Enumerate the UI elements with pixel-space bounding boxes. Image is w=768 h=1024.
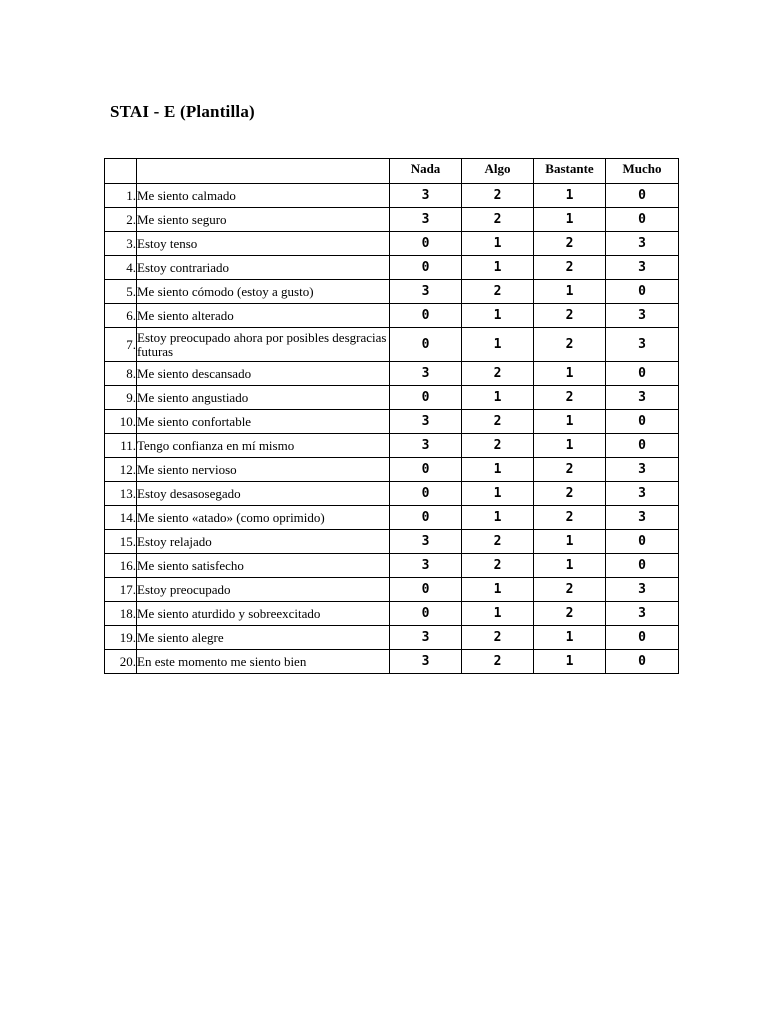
table-row	[105, 530, 679, 554]
score-nada: 3	[390, 554, 462, 578]
score-mucho: 0	[606, 280, 679, 304]
score-nada: 0	[390, 328, 462, 362]
row-number: 19.	[105, 626, 137, 650]
score-algo: 2	[462, 280, 534, 304]
score-nada: 3	[390, 362, 462, 386]
score-mucho: 0	[606, 208, 679, 232]
document-title: STAI - E (Plantilla)	[110, 102, 255, 121]
score-mucho: 3	[606, 386, 679, 410]
score-nada: 0	[390, 256, 462, 280]
score-algo: 2	[462, 554, 534, 578]
score-bastante: 2	[534, 256, 606, 280]
table-row	[105, 410, 679, 434]
score-algo: 2	[462, 362, 534, 386]
score-nada: 3	[390, 280, 462, 304]
row-number: 7.	[105, 328, 137, 362]
header-mucho: Mucho	[606, 159, 679, 184]
score-mucho: 3	[606, 328, 679, 362]
score-nada: 0	[390, 304, 462, 328]
table-row	[105, 434, 679, 458]
score-algo: 2	[462, 650, 534, 674]
score-mucho: 3	[606, 482, 679, 506]
row-number: 13.	[105, 482, 137, 506]
score-nada: 0	[390, 482, 462, 506]
score-bastante: 1	[534, 650, 606, 674]
score-bastante: 2	[534, 232, 606, 256]
score-mucho: 0	[606, 410, 679, 434]
row-item: Me siento cómodo (estoy a gusto)	[137, 280, 390, 304]
table-row	[105, 208, 679, 232]
score-mucho: 3	[606, 232, 679, 256]
header-item	[137, 159, 390, 184]
score-algo: 1	[462, 304, 534, 328]
table-row	[105, 184, 679, 208]
table-row	[105, 506, 679, 530]
score-algo: 1	[462, 482, 534, 506]
score-nada: 0	[390, 232, 462, 256]
score-nada: 0	[390, 602, 462, 626]
row-item: Tengo confianza en mí mismo	[137, 434, 390, 458]
score-mucho: 3	[606, 304, 679, 328]
score-nada: 0	[390, 458, 462, 482]
score-algo: 1	[462, 458, 534, 482]
row-item: Me siento descansado	[137, 362, 390, 386]
row-number: 9.	[105, 386, 137, 410]
table-row	[105, 650, 679, 674]
table-row	[105, 458, 679, 482]
row-number: 3.	[105, 232, 137, 256]
score-bastante: 2	[534, 602, 606, 626]
row-number: 4.	[105, 256, 137, 280]
score-mucho: 0	[606, 530, 679, 554]
score-algo: 2	[462, 434, 534, 458]
score-bastante: 1	[534, 208, 606, 232]
score-algo: 1	[462, 256, 534, 280]
row-item: Me siento calmado	[137, 184, 390, 208]
header-nada: Nada	[390, 159, 462, 184]
row-number: 2.	[105, 208, 137, 232]
row-number: 8.	[105, 362, 137, 386]
row-number: 1.	[105, 184, 137, 208]
score-mucho: 0	[606, 650, 679, 674]
score-algo: 2	[462, 626, 534, 650]
score-nada: 0	[390, 506, 462, 530]
row-item: Me siento seguro	[137, 208, 390, 232]
score-bastante: 2	[534, 506, 606, 530]
row-item: Estoy tenso	[137, 232, 390, 256]
score-nada: 3	[390, 434, 462, 458]
score-algo: 2	[462, 410, 534, 434]
table-row	[105, 386, 679, 410]
row-item: Estoy preocupado	[137, 578, 390, 602]
score-algo: 2	[462, 208, 534, 232]
row-item: Estoy contrariado	[137, 256, 390, 280]
score-nada: 3	[390, 410, 462, 434]
score-mucho: 3	[606, 506, 679, 530]
table-row	[105, 554, 679, 578]
score-nada: 3	[390, 530, 462, 554]
row-item: Me siento alterado	[137, 304, 390, 328]
row-item: Me siento «atado» (como oprimido)	[137, 506, 390, 530]
table-row	[105, 578, 679, 602]
score-nada: 3	[390, 626, 462, 650]
table-row	[105, 602, 679, 626]
row-number: 20.	[105, 650, 137, 674]
row-number: 5.	[105, 280, 137, 304]
score-bastante: 1	[534, 530, 606, 554]
table-row	[105, 256, 679, 280]
score-bastante: 1	[534, 280, 606, 304]
row-item: Estoy desasosegado	[137, 482, 390, 506]
score-mucho: 3	[606, 256, 679, 280]
score-nada: 3	[390, 184, 462, 208]
row-number: 12.	[105, 458, 137, 482]
header-bastante: Bastante	[534, 159, 606, 184]
score-bastante: 2	[534, 386, 606, 410]
row-number: 6.	[105, 304, 137, 328]
score-algo: 2	[462, 184, 534, 208]
score-nada: 3	[390, 208, 462, 232]
score-mucho: 0	[606, 434, 679, 458]
score-bastante: 1	[534, 434, 606, 458]
score-mucho: 3	[606, 458, 679, 482]
row-item: En este momento me siento bien	[137, 650, 390, 674]
score-algo: 1	[462, 328, 534, 362]
score-nada: 0	[390, 386, 462, 410]
score-bastante: 1	[534, 362, 606, 386]
table-row	[105, 482, 679, 506]
header-algo: Algo	[462, 159, 534, 184]
row-item: Me siento satisfecho	[137, 554, 390, 578]
row-item: Estoy relajado	[137, 530, 390, 554]
score-bastante: 1	[534, 410, 606, 434]
score-bastante: 1	[534, 184, 606, 208]
score-bastante: 2	[534, 458, 606, 482]
table-row	[105, 304, 679, 328]
score-mucho: 3	[606, 602, 679, 626]
score-algo: 1	[462, 386, 534, 410]
row-number: 14.	[105, 506, 137, 530]
row-number: 16.	[105, 554, 137, 578]
score-mucho: 0	[606, 184, 679, 208]
score-bastante: 1	[534, 626, 606, 650]
row-number: 15.	[105, 530, 137, 554]
score-mucho: 0	[606, 362, 679, 386]
score-bastante: 2	[534, 578, 606, 602]
row-item: Me siento aturdido y sobreexcitado	[137, 602, 390, 626]
row-number: 10.	[105, 410, 137, 434]
score-algo: 1	[462, 232, 534, 256]
score-bastante: 2	[534, 328, 606, 362]
table-row	[105, 232, 679, 256]
table-row	[105, 626, 679, 650]
row-number: 11.	[105, 434, 137, 458]
table-row	[105, 280, 679, 304]
header-number	[105, 159, 137, 184]
score-bastante: 2	[534, 304, 606, 328]
score-nada: 3	[390, 650, 462, 674]
table-row	[105, 362, 679, 386]
score-algo: 1	[462, 506, 534, 530]
score-algo: 1	[462, 578, 534, 602]
score-nada: 0	[390, 578, 462, 602]
row-item: Me siento angustiado	[137, 386, 390, 410]
stai-score-table	[104, 158, 679, 674]
score-mucho: 3	[606, 578, 679, 602]
row-number: 17.	[105, 578, 137, 602]
row-item: Me siento nervioso	[137, 458, 390, 482]
table-header-row	[105, 159, 679, 184]
row-item: Estoy preocupado ahora por posibles desgracias futuras	[137, 328, 390, 362]
score-mucho: 0	[606, 626, 679, 650]
score-algo: 1	[462, 602, 534, 626]
row-item: Me siento confortable	[137, 410, 390, 434]
score-mucho: 0	[606, 554, 679, 578]
table-row	[105, 328, 679, 362]
row-item: Me siento alegre	[137, 626, 390, 650]
score-algo: 2	[462, 530, 534, 554]
row-number: 18.	[105, 602, 137, 626]
score-bastante: 2	[534, 482, 606, 506]
score-bastante: 1	[534, 554, 606, 578]
